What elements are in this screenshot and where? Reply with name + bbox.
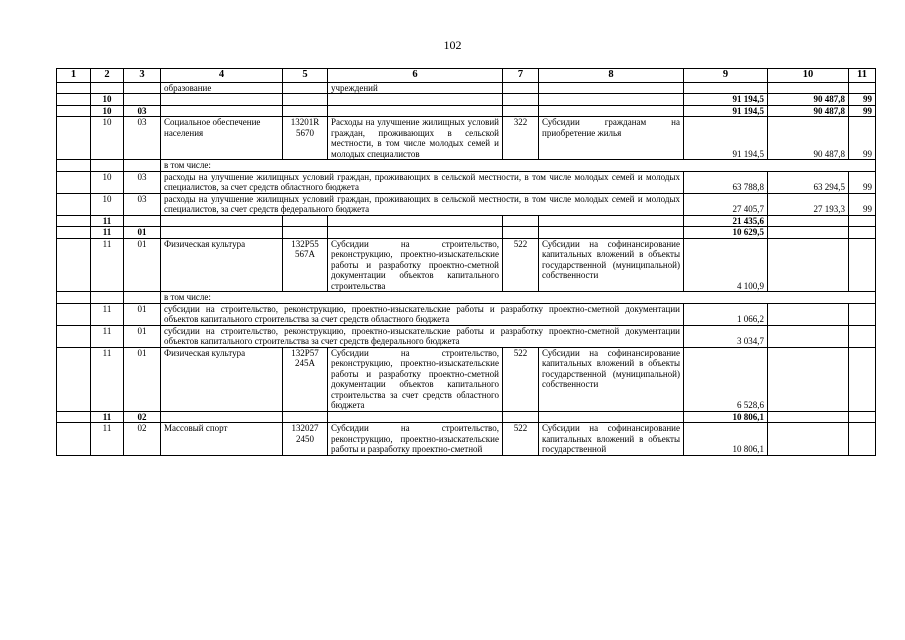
cell-col4 [161,227,283,239]
cell-col1 [57,215,91,227]
table-row [57,82,876,94]
cell-col1 [57,171,91,193]
column-header: 10 [768,69,849,83]
cell-col1 [57,227,91,239]
target-code: 132P55 567A [283,238,328,292]
expense-type-code: 522 [503,347,539,411]
item-name: Социальное обеспечение населения [161,117,283,160]
cell-col9 [684,82,768,94]
including-label: в том числе: [161,160,876,172]
table-row [57,325,876,347]
cell-col3 [124,292,161,304]
subsection-code: 01 [124,347,161,411]
cell-col1 [57,94,91,106]
percent-col11 [849,347,876,411]
amount-col9: 91 194,5 [684,94,768,106]
table-row [57,411,876,423]
table-row [57,160,876,172]
cell-col4: образование [161,82,283,94]
amount-col9: 4 100,9 [684,238,768,292]
target-code: 132P57 245A [283,347,328,411]
column-header: 7 [503,69,539,83]
subsection-code: 02 [124,423,161,456]
expense-type-name: Субсидии на софинансирование капитальных вложений в объекты государственной [539,423,684,456]
column-header: 9 [684,69,768,83]
table-row [57,227,876,239]
cell-col7 [503,94,539,106]
cell-col7 [503,227,539,239]
including-label: в том числе: [161,292,876,304]
subsection-code [124,215,161,227]
amount-col10: 27 193,3 [768,193,849,215]
percent-col11 [849,215,876,227]
amount-col10 [768,325,849,347]
cell-col1 [57,82,91,94]
item-description: Субсидии на строительство, реконструкцию, проектно-изыскательские работы и разработку проектно-сметной [328,423,503,456]
cell-col2 [91,82,124,94]
amount-col9: 3 034,7 [684,325,768,347]
cell-col7 [503,411,539,423]
detail-description: расходы на улучшение жилищных условий граждан, проживающих в сельской местности, в том числе молодых семей и молодых специалистов, за счет средств федерального бюджета [161,193,684,215]
item-description: Расходы на улучшение жилищных условий граждан, проживающих в сельской местности, в том числе молодых семей и молодых специалистов [328,117,503,160]
expense-type-code: 522 [503,238,539,292]
cell-col6 [328,215,503,227]
cell-col4 [161,411,283,423]
table-row [57,215,876,227]
detail-description: расходы на улучшение жилищных условий граждан, проживающих в сельской местности, в том числе молодых семей и молодых специалистов, за счет средств областного бюджета [161,171,684,193]
cell-col1 [57,423,91,456]
subsection-code: 01 [124,238,161,292]
percent-col11 [849,325,876,347]
cell-col1 [57,193,91,215]
section-code: 11 [91,423,124,456]
table-row [57,117,876,160]
percent-col11: 99 [849,105,876,117]
cell-col1 [57,325,91,347]
cell-col6 [328,411,503,423]
table-row [57,292,876,304]
section-code: 10 [91,193,124,215]
section-code: 10 [91,94,124,106]
cell-col8 [539,215,684,227]
cell-col5 [283,215,328,227]
cell-col1 [57,347,91,411]
cell-col1 [57,411,91,423]
amount-col9: 6 528,6 [684,347,768,411]
cell-col1 [57,160,91,172]
section-code: 10 [91,117,124,160]
amount-col9: 10 806,1 [684,423,768,456]
column-header: 11 [849,69,876,83]
header-row [57,69,876,83]
percent-col11 [849,303,876,325]
table-body [57,69,876,456]
amount-col9: 91 194,5 [684,105,768,117]
amount-col9: 10 629,5 [684,227,768,239]
cell-col8 [539,227,684,239]
item-name: Физическая культура [161,238,283,292]
column-header: 4 [161,69,283,83]
expense-type-code: 322 [503,117,539,160]
table-row [57,347,876,411]
amount-col10: 90 487,8 [768,105,849,117]
column-header: 1 [57,69,91,83]
amount-col10 [768,347,849,411]
percent-col11: 99 [849,94,876,106]
cell-col3 [124,160,161,172]
amount-col10: 90 487,8 [768,117,849,160]
subsection-code: 01 [124,227,161,239]
column-header: 3 [124,69,161,83]
percent-col11: 99 [849,117,876,160]
column-header: 5 [283,69,328,83]
section-code: 11 [91,347,124,411]
cell-col8 [539,105,684,117]
cell-col4 [161,105,283,117]
cell-col1 [57,238,91,292]
cell-col10 [768,82,849,94]
cell-col4 [161,215,283,227]
cell-col8 [539,411,684,423]
table-row [57,238,876,292]
item-description: Субсидии на строительство, реконструкцию, проектно-изыскательские работы и разработку проектно-сметной документации объектов капитального строительства [328,238,503,292]
cell-col1 [57,303,91,325]
percent-col11 [849,423,876,456]
subsection-code: 03 [124,105,161,117]
cell-col8 [539,94,684,106]
table-row [57,94,876,106]
section-code: 11 [91,215,124,227]
subsection-code: 03 [124,117,161,160]
expense-type-code: 522 [503,423,539,456]
subsection-code [124,94,161,106]
detail-description: субсидии на строительство, реконструкцию, проектно-изыскательские работы и разработку проектно-сметной документации объектов капитального строительства за счет средств федерального бюджета [161,325,684,347]
cell-col5 [283,411,328,423]
cell-col1 [57,292,91,304]
page-number: 102 [443,38,462,52]
percent-col11 [849,227,876,239]
table-row [57,303,876,325]
percent-col11 [849,238,876,292]
column-header: 8 [539,69,684,83]
subsection-code: 02 [124,411,161,423]
cell-col5 [283,94,328,106]
amount-col10 [768,303,849,325]
column-header: 2 [91,69,124,83]
cell-col7 [503,105,539,117]
section-code: 11 [91,238,124,292]
amount-col9: 1 066,2 [684,303,768,325]
amount-col9: 91 194,5 [684,117,768,160]
expense-type-name: Субсидии на софинансирование капитальных вложений в объекты государственной (муниципальной) собственности [539,347,684,411]
table-row [57,193,876,215]
subsection-code: 01 [124,303,161,325]
amount-col9: 21 435,6 [684,215,768,227]
percent-col11 [849,411,876,423]
amount-col10: 63 294,5 [768,171,849,193]
cell-col6: учреждений [328,82,503,94]
cell-col4 [161,94,283,106]
section-code: 11 [91,411,124,423]
cell-col1 [57,105,91,117]
expense-type-name: Субсидии на софинансирование капитальных вложений в объекты государственной (муниципальной) собственности [539,238,684,292]
cell-col1 [57,117,91,160]
cell-col5 [283,82,328,94]
cell-col6 [328,227,503,239]
cell-col11 [849,82,876,94]
subsection-code: 03 [124,193,161,215]
section-code: 11 [91,303,124,325]
item-description: Субсидии на строительство, реконструкцию, проектно-изыскательские работы и разработку проектно-сметной документации объектов капитального строительства за счет средств областного бюджета [328,347,503,411]
subsection-code: 03 [124,171,161,193]
cell-col7 [503,82,539,94]
subsection-code: 01 [124,325,161,347]
section-code: 10 [91,171,124,193]
amount-col9: 63 788,8 [684,171,768,193]
cell-col7 [503,215,539,227]
amount-col10 [768,227,849,239]
amount-col9: 27 405,7 [684,193,768,215]
amount-col10: 90 487,8 [768,94,849,106]
cell-col3 [124,82,161,94]
section-code: 10 [91,105,124,117]
amount-col10 [768,215,849,227]
item-name: Массовый спорт [161,423,283,456]
detail-description: субсидии на строительство, реконструкцию, проектно-изыскательские работы и разработку проектно-сметной документации объектов капитального строительства за счет средств областного бюджета [161,303,684,325]
column-header: 6 [328,69,503,83]
amount-col10 [768,411,849,423]
section-code: 11 [91,325,124,347]
target-code: 132027 2450 [283,423,328,456]
expense-type-name: Субсидии гражданам на приобретение жилья [539,117,684,160]
amount-col10 [768,238,849,292]
target-code: 13201R 5670 [283,117,328,160]
cell-col6 [328,94,503,106]
budget-table [56,68,876,456]
item-name: Физическая культура [161,347,283,411]
table-row [57,171,876,193]
cell-col2 [91,292,124,304]
cell-col2 [91,160,124,172]
amount-col9: 10 806,1 [684,411,768,423]
amount-col10 [768,423,849,456]
cell-col5 [283,105,328,117]
table-row [57,105,876,117]
percent-col11: 99 [849,193,876,215]
section-code: 11 [91,227,124,239]
percent-col11: 99 [849,171,876,193]
table-row [57,423,876,456]
cell-col6 [328,105,503,117]
cell-col8 [539,82,684,94]
cell-col5 [283,227,328,239]
